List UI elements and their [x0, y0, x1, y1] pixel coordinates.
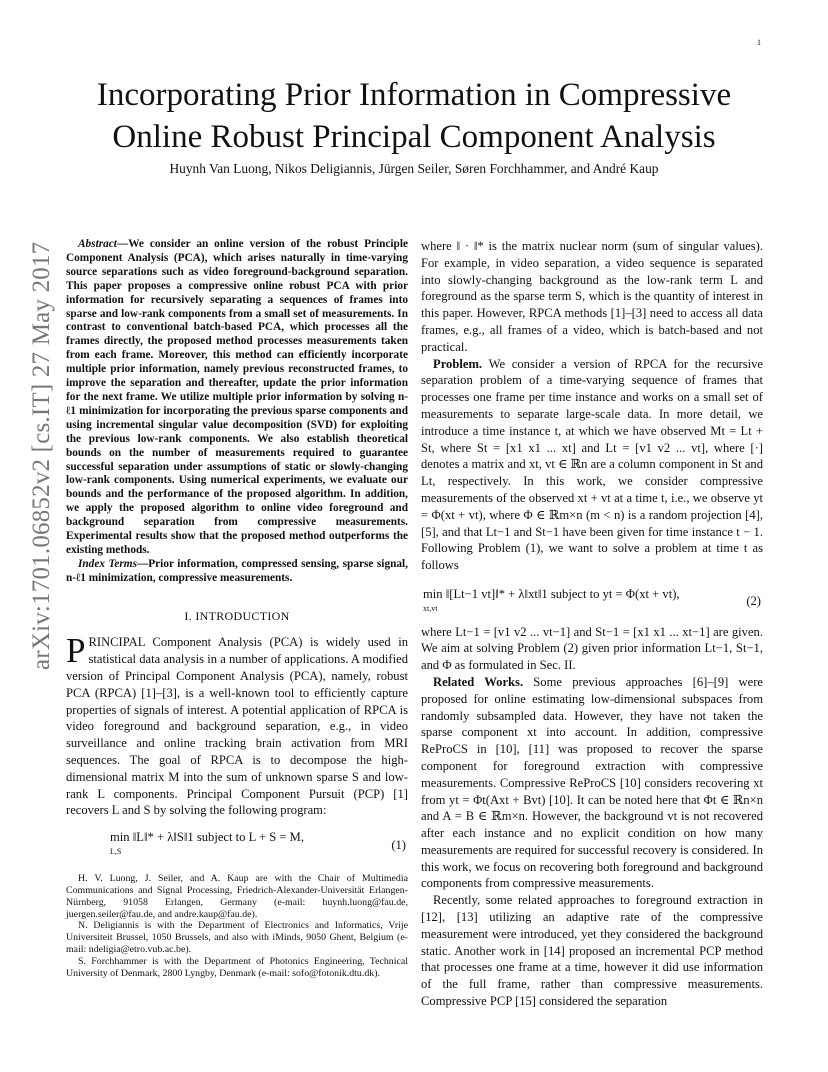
left-column: [66, 238, 408, 980]
body-paragraph: where ‖ · ‖* is the matrix nuclear norm (sum of singular values). For example, in video separation, a video sequence is separated into slowly-changing background as the low-rank term L and foreground as the sparse term S, which is the quantity of interest in this paper. However, RPCA methods [1]–[3] need to access all data frames, e.g., all frames of a video, which is batch-based and not practical.: [421, 239, 763, 354]
introduction-text: RINCIPAL Component Analysis (PCA) is widely used in statistical data analysis in a number of applications. A modified version of Principal Component Analysis (PCA), namely, robust PCA (RPCA) [1]–[3], is a well-known tool to efficiently capture properties of signals of interest. A potential application of RPCA is video foreground and background separation, e.g., in video surveillance and online tracking brain activation from MRI sequences. The goal of RPCA is to decompose the high-dimensional matrix M into the sum of unknown sparse S and low-rank L components. Principal Component Pursuit (PCP) [1] recovers L and S by solving the following program:: [66, 635, 408, 818]
equation-1: [66, 829, 408, 861]
related-works-paragraph: [421, 674, 763, 892]
equation-1-body: [110, 829, 304, 861]
title-line-2: Online Robust Principal Component Analysis: [112, 119, 716, 155]
abstract: [66, 238, 408, 558]
section-heading-introduction: I. INTRODUCTION: [184, 608, 290, 623]
footnote-affiliation: H. V. Luong, J. Seiler, and A. Kaup are with the Chair of Multimedia Communications and Signal Processing, Friedrich-Alexander-Universität Erlangen-Nürnberg, 91058 Erlangen, Germany (e-mail: huynh.luong@fau.de, juergen.seiler@fau.de, and andre.kaup@fau.de).: [66, 872, 408, 920]
related-works-label: Related Works.: [433, 674, 524, 689]
drop-cap: P: [66, 631, 86, 671]
footnote-affiliation: N. Deligiannis is with the Department of Electronics and Informatics, Vrije Universiteit Brussel, 1050 Brussels, and also with iMinds, 9050 Ghent, Belgium (e-mail: ndeligia@etro.vub.ac.be).: [66, 920, 408, 956]
author-list: Huynh Van Luong, Nikos Deligiannis, Jürgen Seiler, Søren Forchhammer, and André Kaup: [169, 161, 659, 176]
right-column: [421, 238, 763, 1010]
introduction-paragraph: [66, 631, 408, 819]
equation-2-text: min ‖[Lt−1 vt]‖* + λ‖xt‖1 subject to yt = Φ(xt + vt),: [423, 586, 680, 601]
body-paragraph: Recently, some related approaches to foreground extraction in [12], [13] utilizing an adaptive rate of the compressive measurement were introduced, yet they considered the background static. Another work in [14] proposed an incremental PCP method that processes one frame at a time, however it did use information of the full frame, rather than compressive measurements. Compressive PCP [15] considered the separation: [421, 893, 763, 1009]
index-terms-text: —Prior information, compressed sensing, sparse signal, n-ℓ1 minimization, compressive measurements.: [66, 557, 408, 584]
equation-2: [421, 586, 763, 618]
index-terms: [66, 558, 408, 586]
equation-2-body: [423, 586, 680, 618]
equation-1-number: (1): [391, 837, 406, 852]
body-paragraph: where Lt−1 = [v1 v2 ... vt−1] and St−1 = [x1 x1 ... xt−1] are given. We aim at solving Problem (2) given prior information Lt−1, St−1, and Φ as formulated in Sec. II.: [421, 624, 763, 673]
equation-1-text: min ‖L‖* + λ‖S‖1 subject to L + S = M,: [110, 830, 304, 845]
problem-paragraph: [421, 356, 763, 574]
problem-label: Problem.: [433, 356, 483, 371]
footnote-affiliation: S. Forchhammer is with the Department of Photonics Engineering, Technical University of Denmark, 2800 Lyngby, Denmark (e-mail: sofo@fotonik.dtu.dk).: [66, 956, 408, 980]
abstract-text: —We consider an online version of the robust Principle Component Analysis (PCA), which arises naturally in time-varying source separations such as video foreground-background separation. This paper proposes a compressive online robust PCA with prior information for recursively separating a sequences of frames into sparse and low-rank components from a small set of measurements. In contrast to conventional batch-based PCA, which processes all the frames directly, the proposed method processes measurements taken from each frame. Moreover, this method can efficiently incorporate multiple prior information, namely previous reconstructed frames, to improve the separation and thereafter, update the prior information for the next frame. We utilize multiple prior information by solving n-ℓ1 minimization for incorporating the previous sparse components and using incremental singular value decomposition (SVD) for exploiting the previous low-rank components. We also establish theoretical bounds on the number of measurements required to guarantee successful separation under assumptions of static or slowly-changing low-rank components. Using numerical experiments, we evaluate our bounds and the performance of the proposed algorithm. In addition, we apply the proposed algorithm to online video foreground and background separation from compressive measurements. Experimental results show that the proposed method outperforms the existing methods.: [66, 238, 408, 556]
title-line-1: Incorporating Prior Information in Compressive: [96, 77, 732, 113]
paper-title: [60, 74, 768, 158]
equation-1-subscript: L,S: [110, 847, 122, 857]
related-works-text: Some previous approaches [6]–[9] were proposed for online estimating low-dimensional subspaces from randomly subsampled data. However, they have not taken the sparse component xt into account. In addition, compressive ReProCS in [10], [11] was proposed to recover the sparse component for foreground extraction with compressive measurements. Compressive ReProCS [10] considers recovering xt from yt = Φt(Axt + Bvt) [10]. It can be noted here that Φt ∈ ℝn×n and A = B ∈ ℝm×n. However, the background vt is not recovered after each instance and no explicit condition on how many measurements are required for successful recovery is considered. In this work, we focus on recovering both foreground and background components from compressive measurements.: [421, 674, 763, 891]
arxiv-identifier-text: arXiv:1701.06852v2 [cs.IT] 27 May 2017: [28, 241, 55, 670]
index-terms-label: Index Terms: [78, 557, 137, 570]
page-number: 1: [757, 38, 761, 47]
abstract-label: Abstract: [78, 238, 117, 250]
problem-text: We consider a version of RPCA for the recursive separation problem of a time-varying sequence of frames that processes one frame per time instance and works on a small set of measurements to separate large-scale data. In more detail, we introduce a time instance t, at which we have observed Mt = Lt + St, where St = [x1 x1 ... xt] and Lt = [v1 v2 ... vt], where [·] denotes a matrix and xt, vt ∈ ℝn are a column component in St and Lt, respectively. In this work, we consider compressive measurements of the observed xt + vt at a time t, i.e., we observe yt = Φ(xt + vt), where Φ ∈ ℝm×n (m < n) is a random projection [4], [5], and that Lt−1 and St−1 have been given for time instance t − 1. Following Problem (1), we want to solve a problem at time t as follows: [421, 356, 763, 573]
footnotes: [66, 873, 408, 980]
arxiv-identifier: [28, 241, 58, 690]
equation-2-subscript: xt,vt: [423, 603, 438, 613]
equation-2-number: (2): [746, 594, 761, 609]
